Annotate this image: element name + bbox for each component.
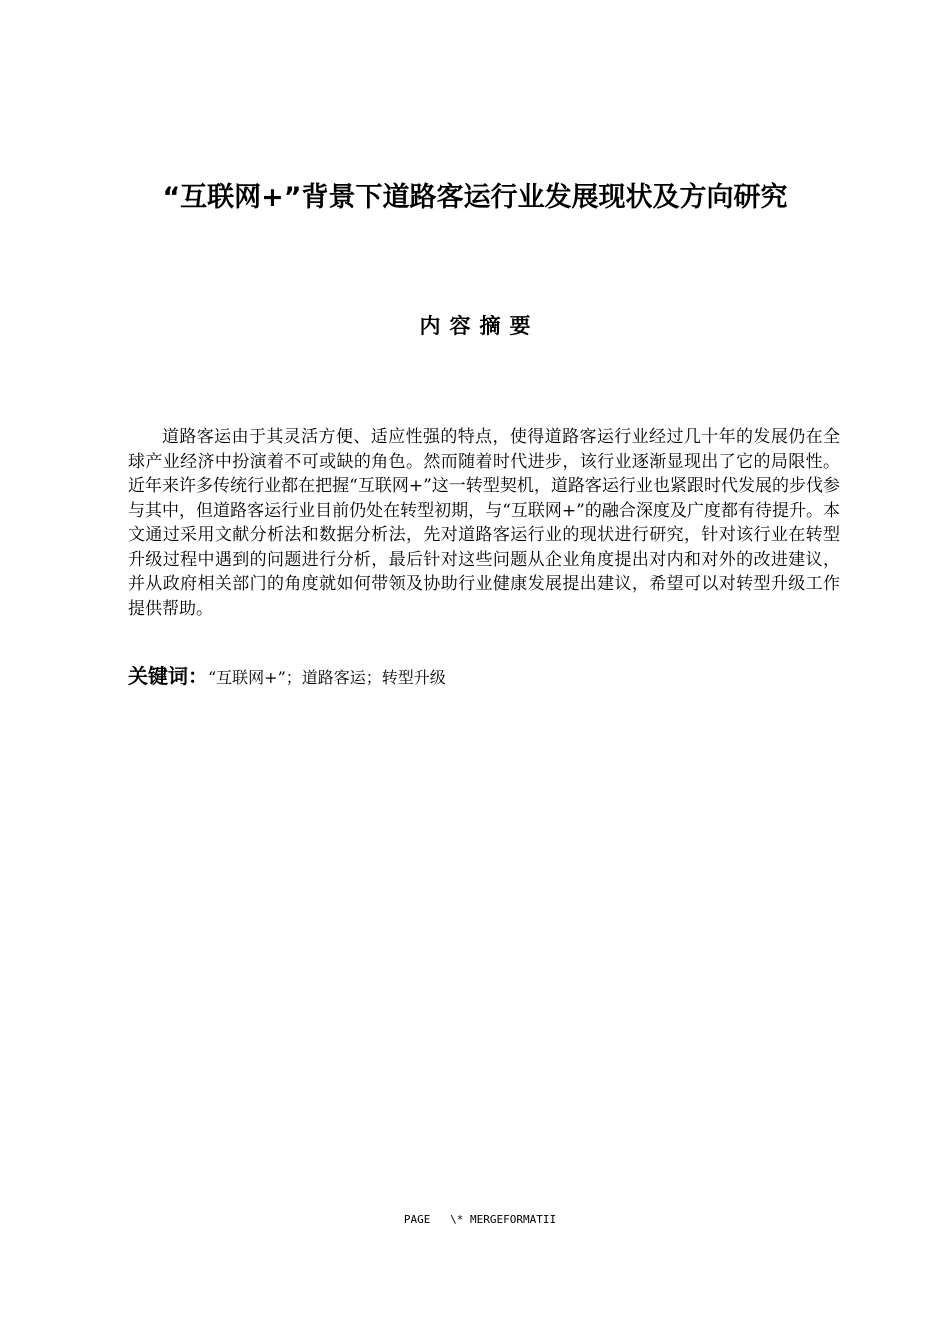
page-footer: PAGE \* MERGEFORMATII xyxy=(403,1213,557,1226)
keywords-line xyxy=(128,662,840,693)
abstract-body: 道路客运由于其灵活方便、适应性强的特点，使得道路客运行业经过几十年的发展仍在全球产业经济中扮演着不可或缺的角色。然而随着时代进步，该行业逐渐显现出了它的局限性。近年来许多传统行业都在把握“互联网+”这一转型契机，道路客运行业也紧跟时代发展的步伐参与其中，但道路客运行业目前仍处在转型初期，与“互联网+”的融合深度及广度都有待提升。本文通过采用文献分析法和数据分析法，先对道路客运行业的现状进行研究，针对该行业在转型升级过程中遇到的问题进行分析，最后针对这些问题从企业角度提出对内和对外的改进建议，并从政府相关部门的角度就如何带领及协助行业健康发展提出建议，希望可以对转型升级工作提供帮助。 xyxy=(128,427,840,619)
keywords-label: 关键词： xyxy=(128,664,208,688)
document-title: “互联网+”背景下道路客运行业发展现状及方向研究 xyxy=(162,182,788,213)
abstract-heading: 内容摘要 xyxy=(419,314,540,338)
keywords-text: “互联网+”；道路客运；转型升级 xyxy=(208,668,446,687)
